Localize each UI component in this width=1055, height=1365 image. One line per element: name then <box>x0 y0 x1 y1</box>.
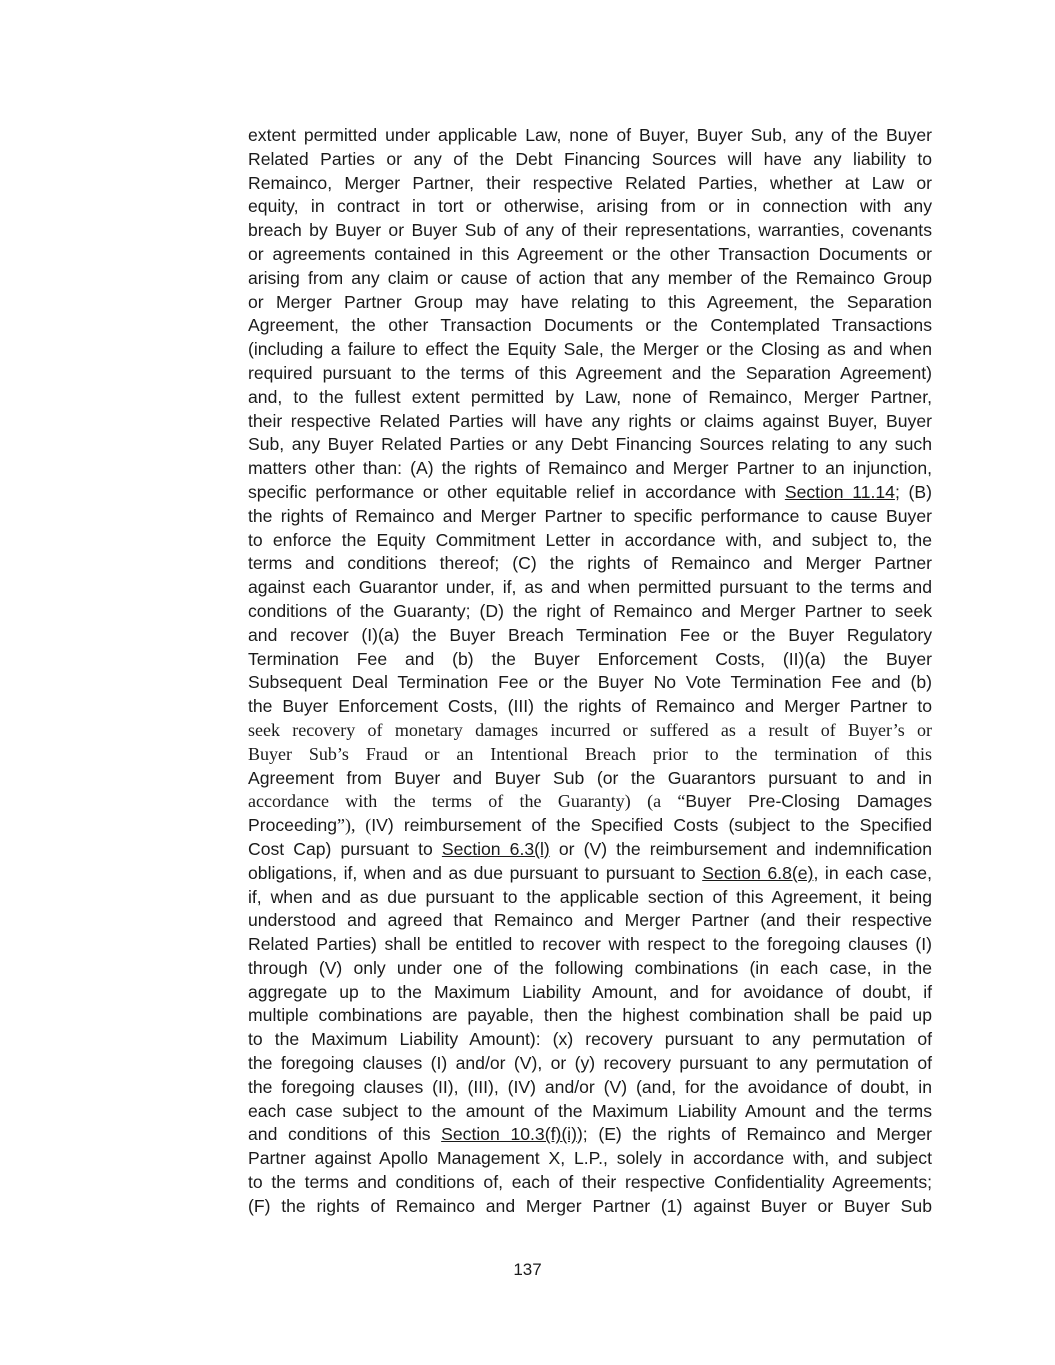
text-run: terms and conditions thereof; (C) the rights of Remainco and Merger Partner <box>248 553 932 574</box>
text-run: the Buyer Enforcement Costs, (III) the rights of Remainco and Merger Partner to <box>248 696 932 717</box>
text-run: ; (B) <box>894 481 932 502</box>
text-line <box>248 767 932 791</box>
section-reference-link[interactable]: Section 6.8(e) <box>702 862 814 883</box>
text-run: their respective Related Parties will have any rights or claims against Buyer, Buyer <box>248 410 932 431</box>
section-reference-link[interactable]: Section 10.3(f)(i) <box>441 1124 577 1145</box>
text-run: ); (E) the rights of Remainco and Merger <box>576 1124 933 1145</box>
text-run: the foregoing clauses (I) and/or (V), or (y) recovery pursuant to any permutation of <box>248 1053 932 1074</box>
text-run: IV) reimbursement of the Specified Costs (subject to the Specified <box>371 815 932 836</box>
text-line <box>248 695 932 719</box>
text-line <box>248 838 932 862</box>
text-line <box>248 1076 932 1100</box>
text-line <box>248 124 932 148</box>
text-run: (including a failure to effect the Equity Sale, the Merger or the Closing as and when <box>248 339 932 360</box>
text-line <box>248 886 932 910</box>
text-line <box>248 1123 932 1147</box>
section-reference-link[interactable]: Section 11.14 <box>784 481 895 502</box>
text-line <box>248 624 932 648</box>
text-run: breach by Buyer or Buyer Sub of any of their representations, warranties, covenants <box>248 220 932 241</box>
text-line <box>248 671 932 695</box>
page-number: 137 <box>513 1260 542 1279</box>
text-line <box>248 790 932 814</box>
text-line <box>248 552 932 576</box>
text-run: and, to the fullest extent permitted by Law, none of Remainco, Merger Partner, <box>248 386 932 407</box>
text-line <box>248 909 932 933</box>
text-line <box>248 267 932 291</box>
text-line <box>248 1004 932 1028</box>
text-line <box>248 1052 932 1076</box>
body-paragraph <box>248 124 932 1219</box>
text-line <box>248 743 932 767</box>
text-run: Buyer Sub’s Fraud or an Intentional Breach prior to the termination of this <box>248 743 932 764</box>
text-line <box>248 719 932 743</box>
text-run: required pursuant to the terms of this Agreement and the Separation Agreement) <box>248 362 932 383</box>
text-line <box>248 148 932 172</box>
text-run: Subsequent Deal Termination Fee or the Buyer No Vote Termination Fee and (b) <box>248 672 932 693</box>
text-run: Buyer Pre-Closing Damages <box>685 791 932 812</box>
text-line <box>248 576 932 600</box>
text-run: obligations, if, when and as due pursuant to pursuant to <box>248 862 703 883</box>
text-line <box>248 195 932 219</box>
text-line <box>248 814 932 838</box>
text-line <box>248 529 932 553</box>
text-run: to enforce the Equity Commitment Letter in accordance with, and subject to, the <box>248 529 932 550</box>
text-run: understood and agreed that Remainco and Merger Partner (and their respective <box>248 910 932 931</box>
text-line <box>248 862 932 886</box>
text-line <box>248 1147 932 1171</box>
text-line <box>248 648 932 672</box>
text-run: Related Parties) shall be entitled to recover with respect to the foregoing clauses (I) <box>248 934 932 955</box>
text-run: specific performance or other equitable relief in accordance with <box>248 481 785 502</box>
text-run: matters other than: (A) the rights of Remainco and Merger Partner to an injunction, <box>248 458 932 479</box>
text-run: and conditions of this <box>248 1124 442 1145</box>
text-run: against each Guarantor under, if, as and when permitted pursuant to the terms and <box>248 577 932 598</box>
text-line <box>248 981 932 1005</box>
text-run: Agreement, the other Transaction Documents or the Contemplated Transactions <box>248 315 932 336</box>
text-line <box>248 1100 932 1124</box>
text-line <box>248 1171 932 1195</box>
text-run: , in each case, <box>813 862 932 883</box>
text-line <box>248 933 932 957</box>
text-run: Partner against Apollo Management X, L.P., solely in accordance with, and subject <box>248 1148 932 1169</box>
text-run: Termination Fee and (b) the Buyer Enforcement Costs, (II)(a) the Buyer <box>248 648 932 669</box>
text-line <box>248 600 932 624</box>
text-run: extent permitted under applicable Law, none of Buyer, Buyer Sub, any of the Buyer <box>248 125 932 145</box>
text-run: Remainco, Merger Partner, their respective Related Parties, whether at Law or <box>248 172 932 193</box>
text-line <box>248 219 932 243</box>
text-line <box>248 957 932 981</box>
text-run: (F) the rights of Remainco and Merger Partner (1) against Buyer or Buyer Sub <box>248 1195 932 1216</box>
text-line <box>248 481 932 505</box>
text-line <box>248 172 932 196</box>
text-line <box>248 243 932 267</box>
text-line <box>248 505 932 529</box>
text-line <box>248 386 932 410</box>
text-run: arising from any claim or cause of action that any member of the Remainco Group <box>248 267 932 288</box>
text-run: each case subject to the amount of the Maximum Liability Amount and the terms <box>248 1100 932 1121</box>
text-line <box>248 291 932 315</box>
text-run: ”), ( <box>337 815 372 836</box>
text-run: the foregoing clauses (II), (III), (IV) and/or (V) (and, for the avoidance of doubt, in <box>248 1076 932 1097</box>
text-run: Cost Cap) pursuant to <box>248 838 442 859</box>
text-run: Sub, any Buyer Related Parties or any Debt Financing Sources relating to any such <box>248 434 932 455</box>
text-run: or agreements contained in this Agreement or the other Transaction Documents or <box>248 243 932 264</box>
text-run: Proceeding <box>248 815 338 836</box>
text-run: or Merger Partner Group may have relating to this Agreement, the Separation <box>248 291 932 312</box>
text-run: multiple combinations are payable, then the highest combination shall be paid up <box>248 1005 932 1026</box>
text-run: to the terms and conditions of, each of their respective Confidentiality Agreements; <box>248 1172 932 1193</box>
text-run: conditions of the Guaranty; (D) the right of Remainco and Merger Partner to seek <box>248 600 932 621</box>
text-run: aggregate up to the Maximum Liability Amount, and for avoidance of doubt, if <box>248 981 932 1002</box>
text-run: accordance with the terms of the Guaranty) (a “ <box>248 791 686 812</box>
text-line <box>248 338 932 362</box>
text-run: seek recovery of monetary damages incurred or suffered as a result of Buyer’s or <box>248 719 932 740</box>
text-run: Related Parties or any of the Debt Financing Sources will have any liability to <box>248 148 932 169</box>
text-line <box>248 362 932 386</box>
text-run: Agreement from Buyer and Buyer Sub (or the Guarantors pursuant to and in <box>248 767 932 788</box>
text-run: and recover (I)(a) the Buyer Breach Termination Fee or the Buyer Regulatory <box>248 624 932 645</box>
text-line <box>248 457 932 481</box>
text-run: equity, in contract in tort or otherwise, arising from or in connection with any <box>248 196 932 217</box>
section-reference-link[interactable]: Section 6.3(l) <box>441 838 550 859</box>
text-line <box>248 410 932 434</box>
text-run: through (V) only under one of the following combinations (in each case, in the <box>248 957 932 978</box>
text-run: the rights of Remainco and Merger Partner to specific performance to cause Buyer <box>248 505 932 526</box>
text-run: or (V) the reimbursement and indemnification <box>549 838 932 859</box>
text-run: to the Maximum Liability Amount): (x) recovery pursuant to any permutation of <box>248 1029 932 1050</box>
text-run: if, when and as due pursuant to the applicable section of this Agreement, it being <box>248 886 932 907</box>
text-line <box>248 433 932 457</box>
text-line <box>248 314 932 338</box>
text-line <box>248 1195 932 1219</box>
text-line <box>248 1028 932 1052</box>
